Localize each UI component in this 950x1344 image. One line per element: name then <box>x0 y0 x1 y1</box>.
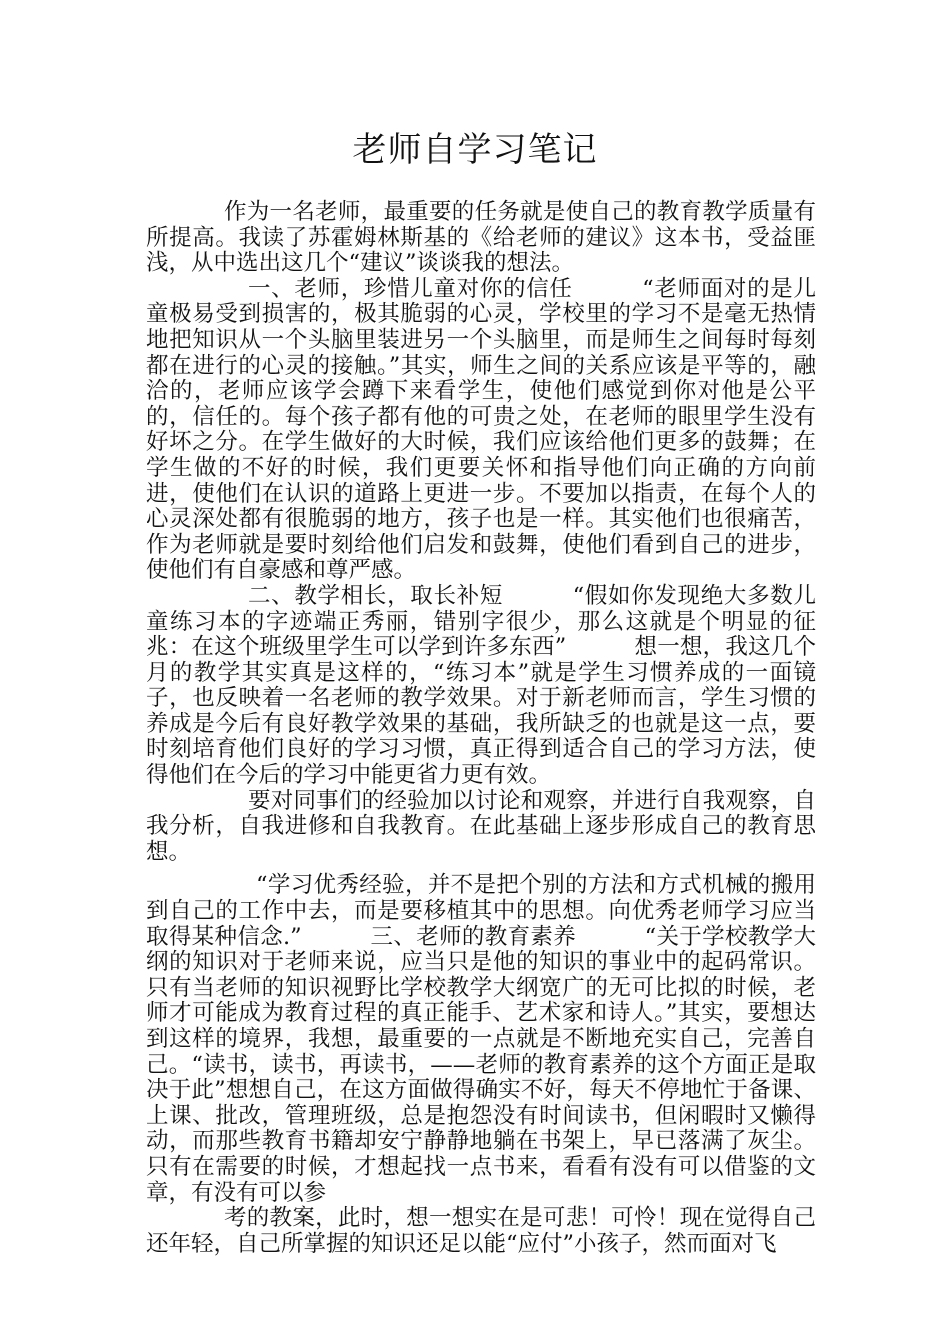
paragraph-continuation: 考的教案，此时，想一想实在是可悲！可怜！现在觉得自己还年轻，自己所掌握的知识还足以能“应付”小孩子，然而面对飞 <box>146 1205 816 1257</box>
paragraph-section-3: “学习优秀经验，并不是把个别的方法和方式机械的搬用到自己的工作中去，而是要移植其中的思想。向优秀老师学习应当取得某种信念.” 三、老师的教育素养 “关于学校教学大纲的知识对于老师来说，应当只是他的知识的事业中的起码常识。只有当老师的知识视野比学校教学大纲宽广的无可比拟的时候，老师才可能成为教育过程的真正能手、艺术家和诗人。”其实，要想达到这样的境界，我想，最重要的一点就是不断地充实自己，完善自己。“读书，读书，再读书，——老师的教育素养的这个方面正是取决于此”想想自己，在这方面做得确实不好，每天不停地忙于备课、上课、批改，管理班级，总是抱怨没有时间读书，但闲暇时又懒得动，而那些教育书籍却安宁静静地躺在书架上，早已落满了灰尘。只有在需要的时候，才想起找一点书来，看看有没有可以借鉴的文章，有没有可以参 <box>146 872 816 1206</box>
paragraph-section-2: 二、教学相长，取长补短 “假如你发现绝大多数儿童练习本的字迹端正秀丽，错别字很少，那么这就是个明显的征兆：在这个班级里学生可以学到许多东西” 想一想，我这几个月的教学其实真是这样的，“练习本”就是学生习惯养成的一面镜子，也反映着一名老师的教学效果。对于新老师而言，学生习惯的养成是今后有良好教学效果的基础，我所缺乏的也就是这一点，要时刻培育他们良好的学习习惯，真正得到适合自己的学习方法，使得他们在今后的学习中能更省力更有效。 <box>146 582 816 789</box>
paragraph-self-reflection: 要对同事们的经验加以讨论和观察，并进行自我观察，自我分析，自我进修和自我教育。在此基础上逐步形成自己的教育思想。 <box>146 787 816 865</box>
document-title: 老师自学习笔记 <box>352 130 598 170</box>
document-body <box>146 200 816 1257</box>
paragraph-section-1: 一、老师，珍惜儿童对你的信任 “老师面对的是儿童极易受到损害的，极其脆弱的心灵，学校里的学习不是毫无热情地把知识从一个头脑里装进另一个头脑里，而是师生之间每时每刻都在进行的心灵的接触。”其实，师生之间的关系应该是平等的，融洽的，老师应该学会蹲下来看学生，使他们感觉到你对他是公平的，信任的。每个孩子都有他的可贵之处，在老师的眼里学生没有好坏之分。在学生做好的大时候，我们应该给他们更多的鼓舞；在学生做的不好的时候，我们更要关怀和指导他们向正确的方向前进，使他们在认识的道路上更进一步。不要加以指责，在每个人的心灵深处都有很脆弱的地方，孩子也是一样。其实他们也很痛苦，作为老师就是要时刻给他们启发和鼓舞，使他们看到自己的进步，使他们有自豪感和尊严感。 <box>146 275 816 584</box>
paragraph-intro: 作为一名老师，最重要的任务就是使自己的教育教学质量有所提高。我读了苏霍姆林斯基的《给老师的建议》这本书，受益匪浅，从中选出这几个“建议”谈谈我的想法。 <box>146 199 816 277</box>
